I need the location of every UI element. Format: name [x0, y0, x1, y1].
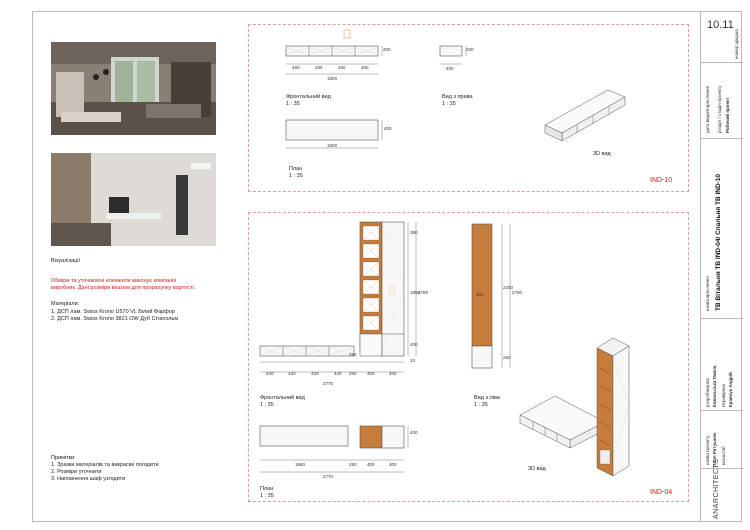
plan-label: План — [260, 486, 274, 492]
dim-label: 1950 — [410, 290, 421, 295]
right-view-label: Вид з правa — [442, 94, 473, 100]
stage-value: Робочий проект — [725, 97, 730, 133]
developer-name: Ковальська Павло — [712, 365, 717, 407]
project-label: назва проекту — [705, 435, 710, 465]
dim-label: 2340 — [503, 285, 514, 290]
dim-label: 400 — [384, 126, 392, 131]
dim-label: 400 — [410, 342, 418, 347]
dim-label: 450 — [338, 65, 346, 70]
notes-title: Примітки: — [51, 455, 76, 461]
dim-label: 450 — [292, 65, 300, 70]
project-name: Ілля Ратушняк — [712, 432, 717, 465]
dim-label: 200 — [383, 47, 391, 52]
reviewer-name: Кравчук Андрій — [728, 372, 733, 407]
reviewer-label: перевірено — [721, 383, 726, 407]
dim-label: 400 — [389, 371, 397, 376]
dim-label: 1680 — [295, 462, 306, 467]
dim-label: 250 — [349, 352, 357, 357]
dim-label: 250 — [349, 462, 357, 467]
dim-label: 250 — [503, 355, 511, 360]
sheet-tag-ind10: IND-10 — [650, 177, 673, 184]
tv-unit-plan — [282, 118, 402, 152]
dim-label: 400 — [389, 462, 397, 467]
dim-label: 2780 — [512, 290, 523, 295]
render-bedroom — [51, 153, 216, 246]
render-living-room — [51, 42, 216, 135]
dim-label: 2770 — [323, 474, 334, 479]
front-view-scale: 1 : 35 — [286, 101, 300, 107]
drawing-name-cell — [701, 139, 743, 319]
dim-label: 400 — [410, 430, 418, 435]
sheet-tag-ind04: IND-04 — [650, 489, 673, 496]
red-note-line-1: Обміри та уточнюючі елементи виконує компанія — [51, 278, 177, 284]
note-item: 2. Розміри уточнити — [51, 469, 102, 475]
front-view-scale: 1 : 35 — [260, 402, 274, 408]
dim-label: 450 — [361, 65, 369, 70]
drawing-name: ТВ Вітальня ТВ IND-04/ Спальня ТВ IND-10 — [715, 173, 722, 311]
sheet-number: 10.11 — [707, 19, 734, 31]
date-label: дата видачі креслення — [705, 85, 710, 133]
wall-unit-plan — [256, 420, 426, 480]
dim-label: 400 — [476, 292, 484, 297]
plan-scale: 1 : 35 — [289, 173, 303, 179]
sheet-number-cell — [701, 11, 743, 63]
red-note-line-2: виробник. Дані розміри вказані для прорахунку вартості. — [51, 285, 196, 291]
view3d-label: 3D вид — [528, 466, 546, 472]
sheet-number-label: номер аркуша — [734, 29, 739, 59]
materials-title: Матеріали: — [51, 301, 80, 307]
plan-scale: 1 : 35 — [260, 493, 274, 499]
dim-label: 400 — [367, 371, 375, 376]
dim-label: 2780 — [418, 290, 429, 295]
material-item: 2. ДСП лам. Swiss Krono 3821 OW Дуб Стокгольм — [51, 316, 179, 322]
dim-label: 420 — [334, 371, 342, 376]
stage-label: розділ / стадія проекту — [717, 85, 722, 133]
dim-label: 1800 — [327, 76, 338, 81]
dim-label: 380 — [410, 230, 418, 235]
dim-label: 1800 — [327, 143, 338, 148]
title-block — [700, 11, 742, 522]
stage-cell — [701, 63, 743, 139]
dim-label: 250 — [349, 371, 357, 376]
front-view-label: Фронтальний вид — [286, 94, 331, 100]
dim-label: 420 — [266, 371, 274, 376]
wall-unit-3d-view — [515, 330, 650, 480]
developer-cell — [701, 319, 743, 411]
note-item: 3. Наповнення шаф узгодити — [51, 476, 126, 482]
project-cell — [701, 411, 743, 469]
wall-unit-front-view — [256, 218, 436, 398]
side-view-label: Вид з ліва — [474, 395, 500, 401]
dim-label: 420 — [288, 371, 296, 376]
dim-label: 10 — [410, 358, 416, 363]
drawing-name-label: назва креслення — [705, 276, 710, 311]
material-item: 1. ДСП лам. Swiss Krono U570 VL Білий Фарфор — [51, 309, 175, 315]
dim-label: 2770 — [323, 381, 334, 386]
dim-label: 400 — [446, 66, 454, 71]
right-view-scale: 1 : 35 — [442, 101, 456, 107]
front-view-label: Фронтальний вид — [260, 395, 305, 401]
side-view-scale: 1 : 35 — [474, 402, 488, 408]
studio-logo: ANARCHITECTS — [713, 458, 720, 519]
dim-label: 200 — [466, 47, 474, 52]
tv-unit-3d-view — [540, 85, 630, 150]
visualization-heading: Візуалізації — [51, 258, 81, 264]
view3d-label: 3D вид — [593, 151, 611, 157]
tv-unit-front-view — [280, 28, 400, 92]
dim-label: 450 — [315, 65, 323, 70]
scale-label: масштаб — [721, 446, 726, 465]
dim-label: 420 — [311, 371, 319, 376]
dim-label: 400 — [367, 462, 375, 467]
logo-cell — [701, 458, 743, 522]
note-item: 1. Зразки матеріалів та викраски погодити — [51, 462, 159, 468]
plan-label: План — [289, 166, 303, 172]
developer-label: розробництво — [705, 377, 710, 407]
